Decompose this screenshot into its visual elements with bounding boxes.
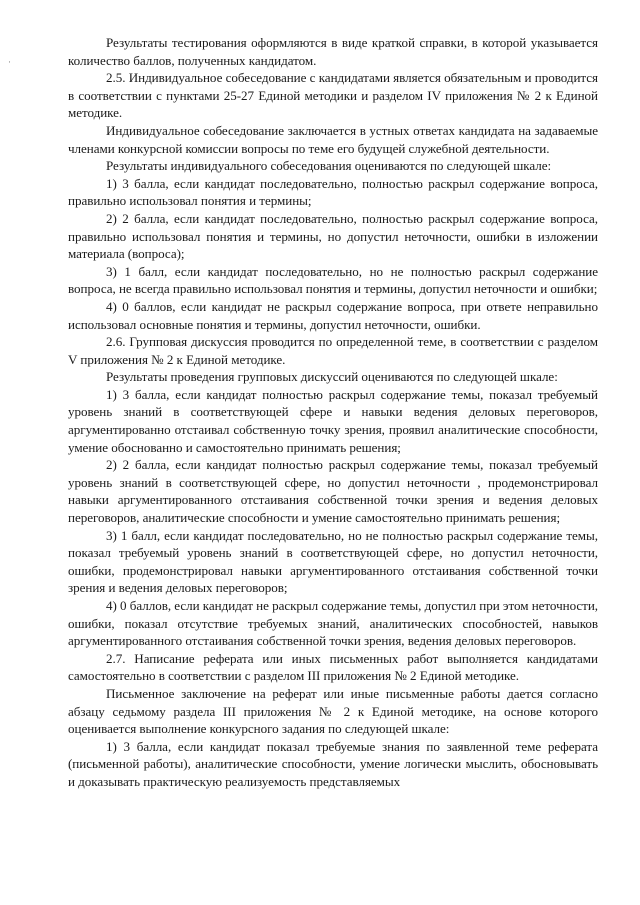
paragraph-interview-score-0: 4) 0 баллов, если кандидат не раскрыл содержание вопроса, при ответе неправильно использовал основные понятия и термины, допустил неточности, ошибки. bbox=[68, 298, 598, 332]
paragraph-essay-conclusion: Письменное заключение на реферат или иные письменные работы дается согласно абзацу седьмому раздела III приложения № 2 к Единой методике, на основе которого оценивается выполнение конкурсного задания по следующей шкале: bbox=[68, 685, 598, 737]
paragraph-essay-score-3: 1) 3 балла, если кандидат показал требуемые знания по заявленной теме реферата (письменной работы), аналитические способности, умение логически мыслить, обосновывать и доказывать практическую реализуемость представляемых bbox=[68, 738, 598, 789]
paragraph-interview-scale-intro: Результаты индивидуального собеседования оцениваются по следующей шкале: bbox=[106, 158, 552, 174]
paragraph-interview-description: Индивидуальное собеседование заключается в устных ответах кандидата на задаваемые членами конкурсной комиссии вопросы по теме его будущей служебной деятельности. bbox=[68, 122, 598, 156]
paragraph-interview-score-2: 2) 2 балла, если кандидат последовательно, полностью раскрыл содержание вопроса, правильно использовал понятия и термины, но допустил неточности, ошибки в изложении материала (вопроса); bbox=[68, 210, 598, 262]
paragraph-2-7-essay: 2.7. Написание реферата или иных письменных работ выполняется кандидатами самостоятельно в соответствии с разделом III приложения № 2 Единой методике. bbox=[68, 650, 598, 684]
paragraph-interview-score-3: 1) 3 балла, если кандидат последовательно, полностью раскрыл содержание вопроса, правильно использовал понятия и термины; bbox=[68, 175, 598, 209]
paragraph-test-results: Результаты тестирования оформляются в виде краткой справки, в которой указывается количество баллов, полученных кандидатом. bbox=[68, 35, 598, 68]
paragraph-discussion-scale-intro: Результаты проведения групповых дискуссий оцениваются по следующей шкале: bbox=[106, 369, 558, 385]
paragraph-2-6-discussion: 2.6. Групповая дискуссия проводится по определенной теме, в соответствии с разделом V приложения № 2 к Единой методике. bbox=[68, 334, 598, 367]
paragraph-discussion-score-2: 2) 2 балла, если кандидат полностью раскрыл содержание темы, показал требуемый уровень знаний в соответствующей сфере, но допустил неточности , продемонстрировал навыки аргументированного отстаивания собственной точки зрения и ведения деловых переговоров, аналитические способности и умение самостоятельно принимать решения; bbox=[68, 457, 598, 526]
paragraph-discussion-score-0: 4) 0 баллов, если кандидат не раскрыл содержание темы, допустил при этом неточности, ошибки, показал отсутствие требуемых знаний, аналитических способностей, навыков аргументированного отстаивания собственной точки зрения, ведения деловых переговоров. bbox=[68, 598, 599, 649]
scan-mark: · bbox=[8, 57, 11, 67]
paragraph-2-5-interview: 2.5. Индивидуальное собеседование с кандидатами является обязательным и проводится в соответствии с пунктами 25-27 Единой методики и разделом IV приложения № 2 к Единой методике. bbox=[68, 70, 598, 121]
paragraph-interview-score-1: 3) 1 балл, если кандидат последовательно, но не полностью раскрыл содержание вопроса, не всегда правильно использовал понятия и термины, допустил неточности и ошибки; bbox=[68, 263, 598, 297]
document-body bbox=[68, 34, 598, 791]
paragraph-discussion-score-3: 1) 3 балла, если кандидат полностью раскрыл содержание темы, показал требуемый уровень знаний в соответствующей сфере и навыки ведения деловых переговоров, аргументированно отстаивал собственную точку зрения, проявил аналитические способности, умение обоснованно и самостоятельно принимать решения; bbox=[68, 386, 598, 455]
paragraph-discussion-score-1: 3) 1 балл, если кандидат последовательно, но не полностью раскрыл содержание темы, показал требуемый уровень знаний в соответствующей сфере, но допустил неточности, ошибки, продемонстрировал навыки аргументированного отстаивания собственной точки зрения и ведения деловых переговоров; bbox=[68, 527, 598, 596]
